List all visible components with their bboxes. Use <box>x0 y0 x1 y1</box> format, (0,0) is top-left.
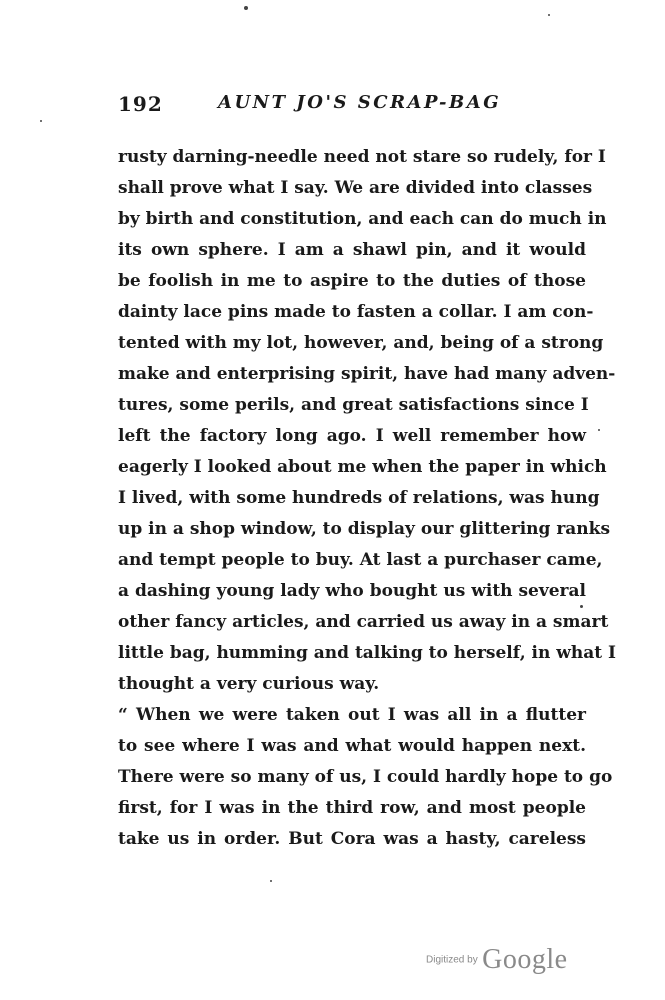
text-line: take us in order. But Cora was a hasty, careless <box>118 829 586 849</box>
scan-speck <box>40 120 42 122</box>
running-title: AUNT JO'S SCRAP-BAG <box>218 92 502 113</box>
scan-speck <box>598 429 600 431</box>
google-logo: Google <box>482 944 568 975</box>
text-line: rusty darning-needle need not stare so rudely, for I <box>118 147 606 167</box>
text-line: and tempt people to buy. At last a purchaser came, <box>118 550 603 570</box>
text-line: up in a shop window, to display our glittering ranks <box>118 519 611 539</box>
scan-speck <box>270 880 272 882</box>
text-line: its own sphere. I am a shawl pin, and it would <box>118 240 586 260</box>
text-line: eagerly I looked about me when the paper in which <box>118 457 607 477</box>
text-line: be foolish in me to aspire to the duties of those <box>118 271 586 291</box>
scan-speck <box>580 605 583 608</box>
text-line: to see where I was and what would happen next. <box>118 736 586 756</box>
text-line: other fancy articles, and carried us away in a smart <box>118 612 609 632</box>
page-header <box>118 92 588 120</box>
scan-speck <box>548 14 550 16</box>
text-line: first, for I was in the third row, and most people <box>118 798 586 818</box>
text-line: make and enterprising spirit, have had many adven- <box>118 364 616 384</box>
text-line: thought a very curious way. <box>118 674 380 694</box>
text-line: left the factory long ago. I well remember how <box>118 426 586 446</box>
digitization-watermark <box>426 944 568 976</box>
digitized-by-label: Digitized by <box>426 954 478 966</box>
text-line: tented with my lot, however, and, being of a strong <box>118 333 604 353</box>
text-line: by birth and constitution, and each can do much in <box>118 209 607 229</box>
text-line: little bag, humming and talking to herself, in what I <box>118 643 616 663</box>
text-line: a dashing young lady who bought us with several <box>118 581 586 601</box>
scan-speck <box>244 6 248 10</box>
text-line: I lived, with some hundreds of relations, was hung <box>118 488 600 508</box>
page-number: 192 <box>118 92 163 116</box>
text-line: dainty lace pins made to fasten a collar. I am con- <box>118 302 594 322</box>
text-line: shall prove what I say. We are divided into classes <box>118 178 593 198</box>
text-line: “ When we were taken out I was all in a flutter <box>118 705 586 725</box>
text-line: There were so many of us, I could hardly hope to go <box>118 767 613 787</box>
text-line: tures, some perils, and great satisfactions since I <box>118 395 589 415</box>
